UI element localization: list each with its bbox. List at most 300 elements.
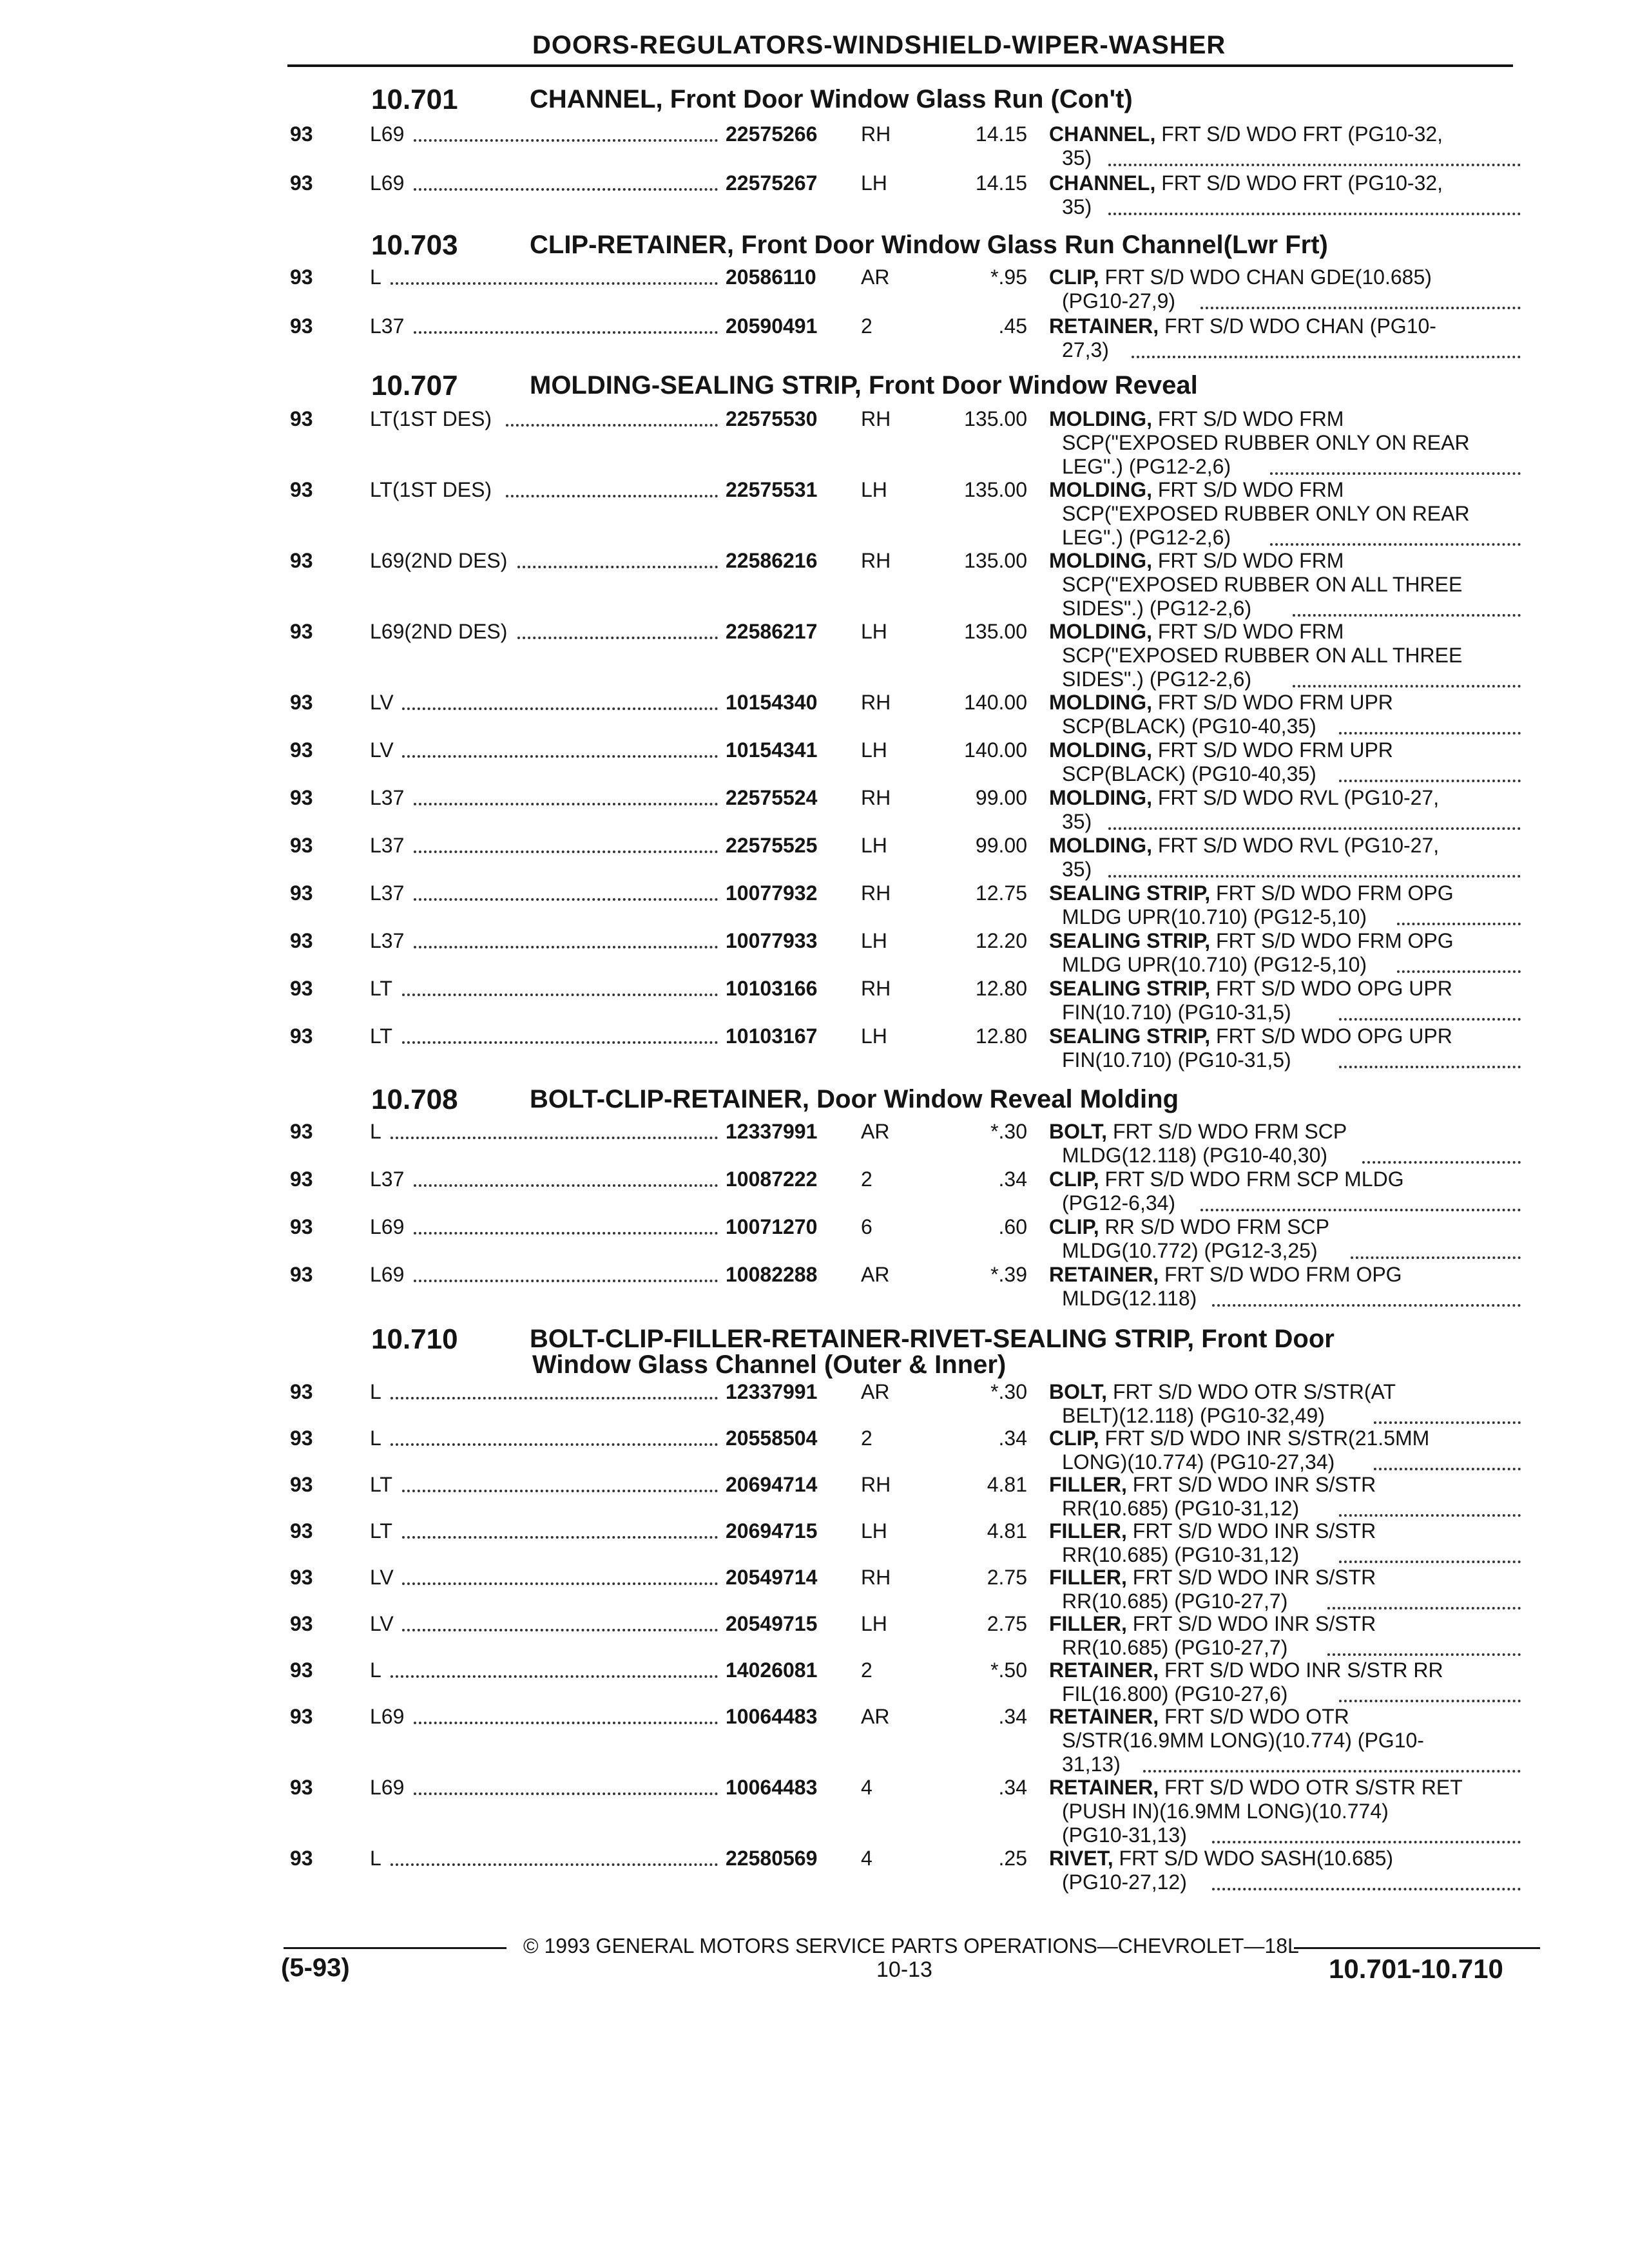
description-line [1049, 171, 1443, 195]
description-line [1062, 597, 1251, 620]
dot-leader [1108, 213, 1521, 215]
model-year: 93 [290, 122, 313, 146]
description-text: MLDG(12.118) (PG10-40,30) [1062, 1144, 1328, 1167]
description-line [1049, 1427, 1429, 1450]
description-text: FRT S/D WDO INR S/STR [1132, 1519, 1376, 1542]
description-line [1049, 929, 1454, 953]
description-keyword: RETAINER, [1049, 1705, 1159, 1728]
description-line [1062, 858, 1092, 881]
part-number: 22580569 [726, 1847, 818, 1870]
part-number: 22575530 [726, 407, 818, 430]
part-number: 10077932 [726, 881, 818, 905]
description-line [1062, 644, 1462, 668]
description-line [1062, 1497, 1299, 1521]
price: .34 [998, 1705, 1027, 1728]
description-keyword: CLIP, [1049, 265, 1099, 289]
dot-leader [1212, 1888, 1521, 1890]
description-line [1062, 1729, 1424, 1753]
footer-page-number: 10-13 [876, 1957, 932, 1982]
model-year: 93 [290, 1168, 313, 1191]
dot-leader [1339, 1561, 1521, 1563]
description-text: FRT S/D WDO RVL (PG10-27, [1157, 786, 1440, 809]
description-keyword: BOLT, [1049, 1380, 1108, 1403]
description-line [1062, 526, 1231, 550]
quantity: 4 [861, 1847, 872, 1870]
quantity: AR [861, 1705, 890, 1728]
dot-leader [402, 755, 718, 758]
part-number: 20549714 [726, 1566, 818, 1589]
description-text: (PG12-6,34) [1062, 1191, 1176, 1215]
quantity: AR [861, 1263, 890, 1286]
description-line [1049, 1847, 1393, 1870]
description-text: MLDG(10.772) (PG12-3,25) [1062, 1239, 1318, 1262]
description-text: FRT S/D WDO OPG UPR [1216, 1024, 1452, 1048]
description-line [1049, 786, 1439, 810]
price: 14.15 [975, 171, 1027, 195]
model-year: 93 [290, 1612, 313, 1635]
description-text: FRT S/D WDO FRM SCP [1112, 1120, 1347, 1143]
description-line [1049, 1658, 1443, 1682]
quantity: AR [861, 265, 890, 289]
quantity: LH [861, 1024, 887, 1048]
section-title: Window Glass Channel (Outer & Inner) [532, 1350, 1007, 1379]
model-code: L37 [370, 786, 405, 809]
description-text: FRT S/D WDO FRM [1157, 620, 1344, 643]
dot-leader [414, 1280, 718, 1282]
model-year: 93 [290, 929, 313, 952]
model-code: L37 [370, 929, 405, 952]
dot-leader [402, 994, 718, 996]
dot-leader [1339, 732, 1521, 735]
description-line [1062, 1590, 1287, 1613]
description-text: RR(10.685) (PG10-27,7) [1062, 1636, 1288, 1659]
description-keyword: RETAINER, [1049, 1776, 1159, 1799]
description-text: FRT S/D WDO INR S/STR [1132, 1473, 1376, 1496]
description-text: FRT S/D WDO FRT (PG10-32, [1161, 171, 1443, 195]
quantity: RH [861, 122, 891, 146]
description-line [1062, 1450, 1335, 1474]
description-line [1049, 1519, 1376, 1543]
quantity: RH [861, 691, 891, 714]
dot-leader [1143, 1770, 1521, 1773]
dot-leader [1212, 1304, 1521, 1307]
description-line [1049, 691, 1393, 715]
description-keyword: MOLDING, [1049, 549, 1152, 572]
quantity: LH [861, 1519, 887, 1542]
dot-leader [390, 1675, 718, 1678]
description-line [1062, 289, 1175, 313]
model-year: 93 [290, 1519, 313, 1542]
quantity: LH [861, 738, 887, 762]
dot-leader [1397, 970, 1521, 973]
quantity: RH [861, 881, 891, 905]
model-year: 93 [290, 1473, 313, 1496]
price: 4.81 [987, 1519, 1027, 1542]
description-line [1049, 1263, 1402, 1287]
description-text: 31,13) [1062, 1753, 1121, 1776]
part-number: 10103167 [726, 1024, 818, 1048]
model-code: L37 [370, 314, 405, 338]
price: 99.00 [975, 786, 1027, 809]
description-line [1062, 1144, 1327, 1168]
quantity: LH [861, 929, 887, 952]
dot-leader [414, 139, 718, 142]
dot-leader [390, 1137, 718, 1139]
section-number: 10.703 [371, 229, 458, 261]
description-text: SCP("EXPOSED RUBBER ONLY ON REAR [1062, 431, 1470, 454]
price: 4.81 [987, 1473, 1027, 1496]
description-text: FRT S/D WDO CHAN (PG10- [1164, 314, 1436, 338]
model-year: 93 [290, 1847, 313, 1870]
model-year: 93 [290, 1776, 313, 1799]
dot-leader [1108, 827, 1521, 830]
quantity: 6 [861, 1215, 872, 1238]
quantity: LH [861, 171, 887, 195]
part-number: 10154341 [726, 738, 818, 762]
price: 135.00 [964, 549, 1027, 572]
dot-leader [414, 898, 718, 901]
description-keyword: SEALING STRIP, [1049, 1024, 1211, 1048]
description-line [1049, 1473, 1376, 1497]
description-text: FRT S/D WDO RVL (PG10-27, [1157, 834, 1440, 857]
description-text: FRT S/D WDO INR S/STR [1132, 1612, 1376, 1635]
price: 12.20 [975, 929, 1027, 952]
model-year: 93 [290, 620, 313, 643]
description-line [1062, 1870, 1187, 1894]
description-line [1049, 1612, 1376, 1636]
description-text: LEG".) (PG12-2,6) [1062, 455, 1231, 478]
quantity: LH [861, 834, 887, 857]
part-number: 22575531 [726, 478, 818, 501]
description-line [1062, 338, 1109, 362]
footer-date-code: (5-93) [281, 1954, 350, 1982]
model-year: 93 [290, 881, 313, 905]
model-year: 93 [290, 786, 313, 809]
description-keyword: MOLDING, [1049, 786, 1152, 809]
dot-leader [414, 803, 718, 805]
description-line [1049, 265, 1432, 289]
quantity: 2 [861, 1658, 872, 1682]
model-code: L37 [370, 881, 405, 905]
description-line [1049, 1024, 1452, 1048]
part-number: 20694715 [726, 1519, 818, 1542]
section-title: BOLT-CLIP-RETAINER, Door Window Reveal Molding [530, 1085, 1179, 1113]
description-text: MLDG(12.118) [1062, 1287, 1197, 1310]
model-code: L69 [370, 1215, 405, 1238]
model-year: 93 [290, 1566, 313, 1589]
part-number: 14026081 [726, 1658, 818, 1682]
model-code: LT [370, 1024, 392, 1048]
description-line [1062, 1753, 1121, 1776]
description-line [1049, 1380, 1396, 1404]
description-text: RR(10.685) (PG10-31,12) [1062, 1497, 1300, 1520]
model-code: LT [370, 1519, 392, 1542]
description-line [1062, 1823, 1187, 1847]
part-number: 10064483 [726, 1776, 818, 1799]
description-text: FRT S/D WDO FRM [1157, 549, 1344, 572]
price: .34 [998, 1776, 1027, 1799]
dot-leader [390, 1397, 718, 1399]
quantity: RH [861, 786, 891, 809]
model-year: 93 [290, 977, 313, 1000]
description-line [1062, 146, 1092, 170]
model-year: 93 [290, 1024, 313, 1048]
description-text: SIDES".) (PG12-2,6) [1062, 668, 1252, 691]
section-number: 10.701 [371, 84, 458, 115]
description-text: SCP("EXPOSED RUBBER ON ALL THREE [1062, 573, 1463, 596]
model-code: L [370, 1658, 381, 1682]
part-number: 20558504 [726, 1427, 818, 1450]
description-keyword: RETAINER, [1049, 314, 1159, 338]
price: 2.75 [987, 1566, 1027, 1589]
description-keyword: MOLDING, [1049, 738, 1152, 762]
dot-leader [414, 188, 718, 191]
section-title: CHANNEL, Front Door Window Glass Run (Con't) [530, 85, 1133, 113]
model-code: LV [370, 1612, 394, 1635]
model-year: 93 [290, 171, 313, 195]
price: .45 [998, 314, 1027, 338]
description-line [1062, 431, 1470, 455]
description-line [1062, 1800, 1389, 1823]
description-text: FRT S/D WDO CHAN GDE(10.685) [1104, 265, 1432, 289]
dot-leader [506, 424, 718, 427]
section-title: BOLT-CLIP-FILLER-RETAINER-RIVET-SEALING STRIP, Front Door [530, 1325, 1335, 1353]
description-text: MLDG UPR(10.710) (PG12-5,10) [1062, 953, 1367, 976]
model-code: L [370, 1427, 381, 1450]
description-text: LEG".) (PG12-2,6) [1062, 526, 1231, 549]
description-line [1049, 977, 1452, 1001]
description-text: FIN(10.710) (PG10-31,5) [1062, 1048, 1291, 1072]
description-text: SCP("EXPOSED RUBBER ONLY ON REAR [1062, 502, 1470, 525]
description-keyword: CLIP, [1049, 1168, 1099, 1191]
dot-leader [402, 1041, 718, 1044]
dot-leader [1362, 1161, 1521, 1164]
model-year: 93 [290, 691, 313, 714]
quantity: 2 [861, 314, 872, 338]
page-header-title: DOORS-REGULATORS-WINDSHIELD-WIPER-WASHER [532, 31, 1226, 59]
description-keyword: SEALING STRIP, [1049, 929, 1211, 952]
description-line [1049, 1566, 1376, 1590]
model-code: L [370, 1380, 381, 1403]
dot-leader [414, 1792, 718, 1795]
dot-leader [1339, 1018, 1521, 1021]
model-year: 93 [290, 1120, 313, 1143]
price: 135.00 [964, 478, 1027, 501]
footer-section-range: 10.701-10.710 [1329, 1954, 1503, 1984]
description-line [1062, 1239, 1318, 1263]
price: 12.80 [975, 977, 1027, 1000]
part-number: 20694714 [726, 1473, 818, 1496]
description-text: RR(10.685) (PG10-31,12) [1062, 1543, 1300, 1566]
description-line [1062, 953, 1367, 977]
description-line [1062, 1001, 1291, 1024]
header-rule [287, 64, 1513, 67]
part-number: 10077933 [726, 929, 818, 952]
dot-leader [414, 1184, 718, 1187]
part-number: 22575525 [726, 834, 818, 857]
price: *.95 [990, 265, 1027, 289]
dot-leader [1293, 614, 1521, 617]
section-number: 10.707 [371, 370, 458, 401]
quantity: AR [861, 1380, 890, 1403]
price: *.30 [990, 1120, 1027, 1143]
dot-leader [1132, 356, 1521, 358]
price: 2.75 [987, 1612, 1027, 1635]
model-code: L [370, 1120, 381, 1143]
dot-leader [390, 1863, 718, 1866]
description-keyword: RETAINER, [1049, 1263, 1159, 1286]
description-text: FRT S/D WDO OPG UPR [1216, 977, 1452, 1000]
description-line [1062, 1682, 1287, 1706]
part-number: 10154340 [726, 691, 818, 714]
description-text: (PG10-27,9) [1062, 289, 1176, 312]
dot-leader [1374, 1468, 1521, 1470]
model-year: 93 [290, 314, 313, 338]
description-line [1062, 502, 1470, 526]
price: .60 [998, 1215, 1027, 1238]
description-line [1049, 1120, 1347, 1144]
description-text: LONG)(10.774) (PG10-27,34) [1062, 1450, 1335, 1474]
description-keyword: FILLER, [1049, 1473, 1127, 1496]
description-line [1049, 314, 1436, 338]
description-text: FRT S/D WDO INR S/STR RR [1164, 1658, 1443, 1682]
part-number: 20586110 [726, 265, 816, 289]
part-number: 12337991 [726, 1120, 818, 1143]
description-line [1062, 1404, 1325, 1428]
model-year: 93 [290, 834, 313, 857]
footer-rule-left [284, 1947, 506, 1949]
price: 140.00 [964, 691, 1027, 714]
price: 12.80 [975, 1024, 1027, 1048]
quantity: RH [861, 977, 891, 1000]
dot-leader [1212, 1841, 1521, 1843]
price: 140.00 [964, 738, 1027, 762]
part-number: 20549715 [726, 1612, 818, 1635]
description-text: (PG10-27,12) [1062, 1870, 1187, 1894]
footer-copyright: © 1993 GENERAL MOTORS SERVICE PARTS OPERATIONS—CHEVROLET—18L [523, 1934, 1299, 1957]
dot-leader [414, 850, 718, 853]
description-text: RR(10.685) (PG10-27,7) [1062, 1590, 1288, 1613]
quantity: 2 [861, 1168, 872, 1191]
part-number: 10087222 [726, 1168, 818, 1191]
description-text: 35) [1062, 810, 1092, 833]
dot-leader [1339, 1066, 1521, 1068]
description-line [1049, 478, 1344, 502]
description-keyword: SEALING STRIP, [1049, 881, 1211, 905]
description-line [1049, 881, 1454, 905]
description-text: FRT S/D WDO FRM UPR [1157, 738, 1393, 762]
description-text: SCP(BLACK) (PG10-40,35) [1062, 715, 1316, 738]
description-keyword: FILLER, [1049, 1612, 1127, 1635]
dot-leader [1339, 780, 1521, 782]
description-keyword: CLIP, [1049, 1427, 1099, 1450]
model-year: 93 [290, 549, 313, 572]
section-number: 10.708 [371, 1084, 458, 1115]
description-text: 35) [1062, 195, 1092, 218]
description-text: FRT S/D WDO FRM SCP MLDG [1104, 1168, 1404, 1191]
description-line [1049, 1776, 1463, 1800]
model-year: 93 [290, 1427, 313, 1450]
description-line [1049, 1705, 1349, 1729]
model-code: L [370, 1847, 381, 1870]
description-text: FRT S/D WDO FRM OPG [1216, 881, 1454, 905]
description-text: (PG10-31,13) [1062, 1823, 1187, 1847]
section-title: MOLDING-SEALING STRIP, Front Door Window Reveal [530, 371, 1198, 399]
description-line [1062, 1543, 1299, 1567]
dot-leader [1270, 543, 1521, 546]
description-line [1049, 122, 1443, 146]
description-text: 27,3) [1062, 338, 1109, 361]
model-code: LT [370, 977, 392, 1000]
model-code: LV [370, 738, 394, 762]
price: *.30 [990, 1380, 1027, 1403]
dot-leader [1200, 1209, 1521, 1211]
description-line [1062, 1636, 1287, 1660]
part-number: 22586216 [726, 549, 818, 572]
quantity: 2 [861, 1427, 872, 1450]
model-code: L37 [370, 1168, 405, 1191]
dot-leader [1200, 307, 1521, 309]
description-line [1062, 762, 1316, 786]
model-code: L69 [370, 171, 405, 195]
price: 12.75 [975, 881, 1027, 905]
description-text: MLDG UPR(10.710) (PG12-5,10) [1062, 905, 1367, 928]
description-text: 35) [1062, 858, 1092, 881]
model-code: L37 [370, 834, 405, 857]
description-text: FIL(16.800) (PG10-27,6) [1062, 1682, 1288, 1706]
description-text: SIDES".) (PG12-2,6) [1062, 597, 1252, 620]
part-number: 12337991 [726, 1380, 818, 1403]
description-text: FRT S/D WDO FRM [1157, 478, 1344, 501]
section-title: CLIP-RETAINER, Front Door Window Glass Run Channel(Lwr Frt) [530, 231, 1328, 259]
price: 14.15 [975, 122, 1027, 146]
description-text: FRT S/D WDO FRM UPR [1157, 691, 1393, 714]
dot-leader [1339, 1700, 1521, 1702]
description-text: BELT)(12.118) (PG10-32,49) [1062, 1404, 1325, 1427]
description-text: FRT S/D WDO SASH(10.685) [1119, 1847, 1394, 1870]
model-year: 93 [290, 1380, 313, 1403]
part-number: 10071270 [726, 1215, 818, 1238]
part-number: 20590491 [726, 314, 818, 338]
model-code: LT [370, 1473, 392, 1496]
description-keyword: BOLT, [1049, 1120, 1108, 1143]
model-code: L [370, 265, 381, 289]
description-text: FRT S/D WDO FRT (PG10-32, [1161, 122, 1443, 146]
description-keyword: MOLDING, [1049, 407, 1152, 430]
dot-leader [517, 566, 718, 568]
dot-leader [1108, 164, 1521, 166]
model-year: 93 [290, 738, 313, 762]
dot-leader [1108, 875, 1521, 878]
model-code: L69 [370, 122, 405, 146]
description-line [1062, 455, 1231, 479]
description-line [1062, 573, 1462, 597]
description-line [1049, 549, 1344, 573]
dot-leader [414, 331, 718, 334]
description-text: FRT S/D WDO OTR S/STR(AT [1112, 1380, 1396, 1403]
price: 135.00 [964, 620, 1027, 643]
quantity: AR [861, 1120, 890, 1143]
description-line [1049, 407, 1344, 431]
description-line [1062, 905, 1367, 929]
quantity: LH [861, 620, 887, 643]
model-year: 93 [290, 1658, 313, 1682]
description-text: FRT S/D WDO INR S/STR(21.5MM [1104, 1427, 1430, 1450]
dot-leader [402, 1582, 718, 1585]
dot-leader [402, 1536, 718, 1539]
description-keyword: RIVET, [1049, 1847, 1113, 1870]
quantity: RH [861, 407, 891, 430]
